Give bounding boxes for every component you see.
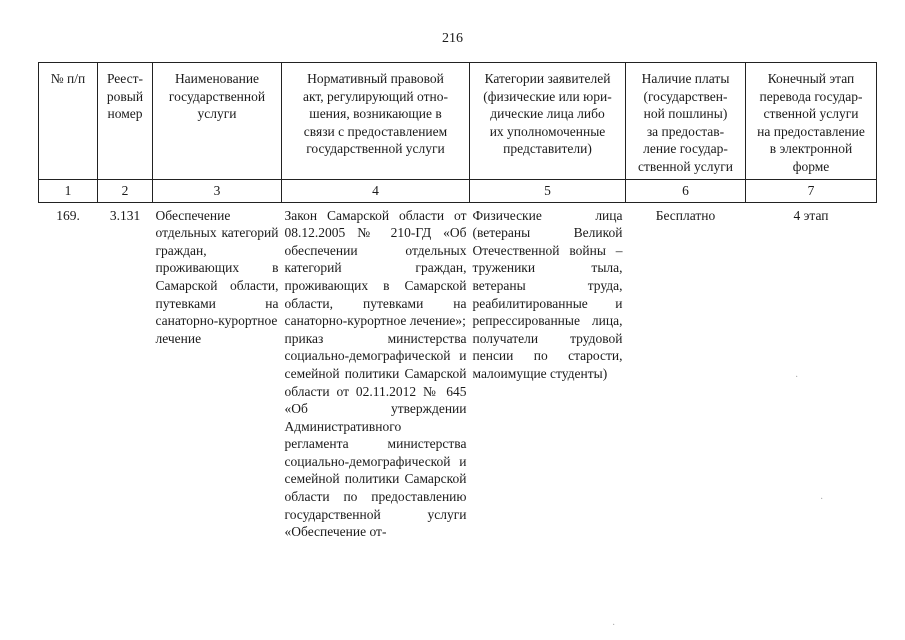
- scan-speck: ·: [820, 494, 824, 505]
- fee-status: Бесплатно: [655, 207, 716, 223]
- header-cell: [153, 63, 282, 180]
- column-number: 3: [153, 179, 282, 202]
- column-number: 1: [39, 179, 98, 202]
- column-number: 6: [626, 179, 746, 202]
- service-name: Обеспечение отдельных категорий граждан, проживающих в Самарской области, путевками на санаторно-курортное лечение: [155, 207, 279, 346]
- applicant-categories: Физические лица (ветераны Великой Отечественной войны – труженики тыла, ветераны труда, реабилитированные и репрессированные лица, получатели трудовой пенсии по старости, малоимущие студенты): [472, 207, 623, 381]
- table-header-row: [39, 63, 877, 180]
- header-final-stage: Конечный этап перевода государ- ственной услуги на предоставление в электронной форме: [757, 71, 865, 174]
- final-stage: 4 этап: [793, 207, 829, 223]
- header-legal-act: Нормативный правовой акт, регулирующий отно- шения, возникающие в связи с предоставлением государственной услуги: [303, 71, 448, 157]
- page-number: 216: [442, 31, 463, 46]
- scan-speck: ·: [612, 620, 616, 631]
- header-cell: [282, 63, 470, 180]
- scan-speck: ·: [795, 372, 799, 383]
- header-cell: [746, 63, 877, 180]
- header-service-name: Наименование государственной услуги: [168, 71, 266, 122]
- header-cell: [98, 63, 153, 180]
- column-number: 5: [470, 179, 626, 202]
- registry-table: [38, 62, 877, 541]
- header-cell: [39, 63, 98, 180]
- column-number: 4: [282, 179, 470, 202]
- legal-act: Закон Самарской области от 08.12.2005 № 210-ГД «Об обеспечении отдельных категорий граждан, проживающих в Самарской области, путевками на санаторно-курортное лечение»; приказ министерства социально-демографической и семейной политики Самарской области от 02.11.2012 № 645 «Об утверждении Административного регламента министерства социально-демографической и семейной политики Самарской области по предоставлению государственной услуги «Обеспечение от-: [284, 207, 467, 540]
- header-cell: [626, 63, 746, 180]
- column-number: 2: [98, 179, 153, 202]
- header-applicants: Категории заявителей (физические или юри- дические лица либо их уполномоченные представители): [483, 71, 612, 157]
- header-row-number: № п/п: [50, 71, 86, 86]
- table-row: [39, 202, 877, 541]
- row-number: 169.: [56, 207, 80, 223]
- header-cell: [470, 63, 626, 180]
- header-registry-number: Реест- ровый номер: [106, 71, 144, 122]
- column-number: 7: [746, 179, 877, 202]
- registry-number: 3.131: [109, 207, 141, 223]
- header-fee: Наличие платы (государствен- ной пошлины) за предостав- ление государ- ственной услуги: [638, 71, 733, 174]
- column-number-row: [39, 179, 877, 202]
